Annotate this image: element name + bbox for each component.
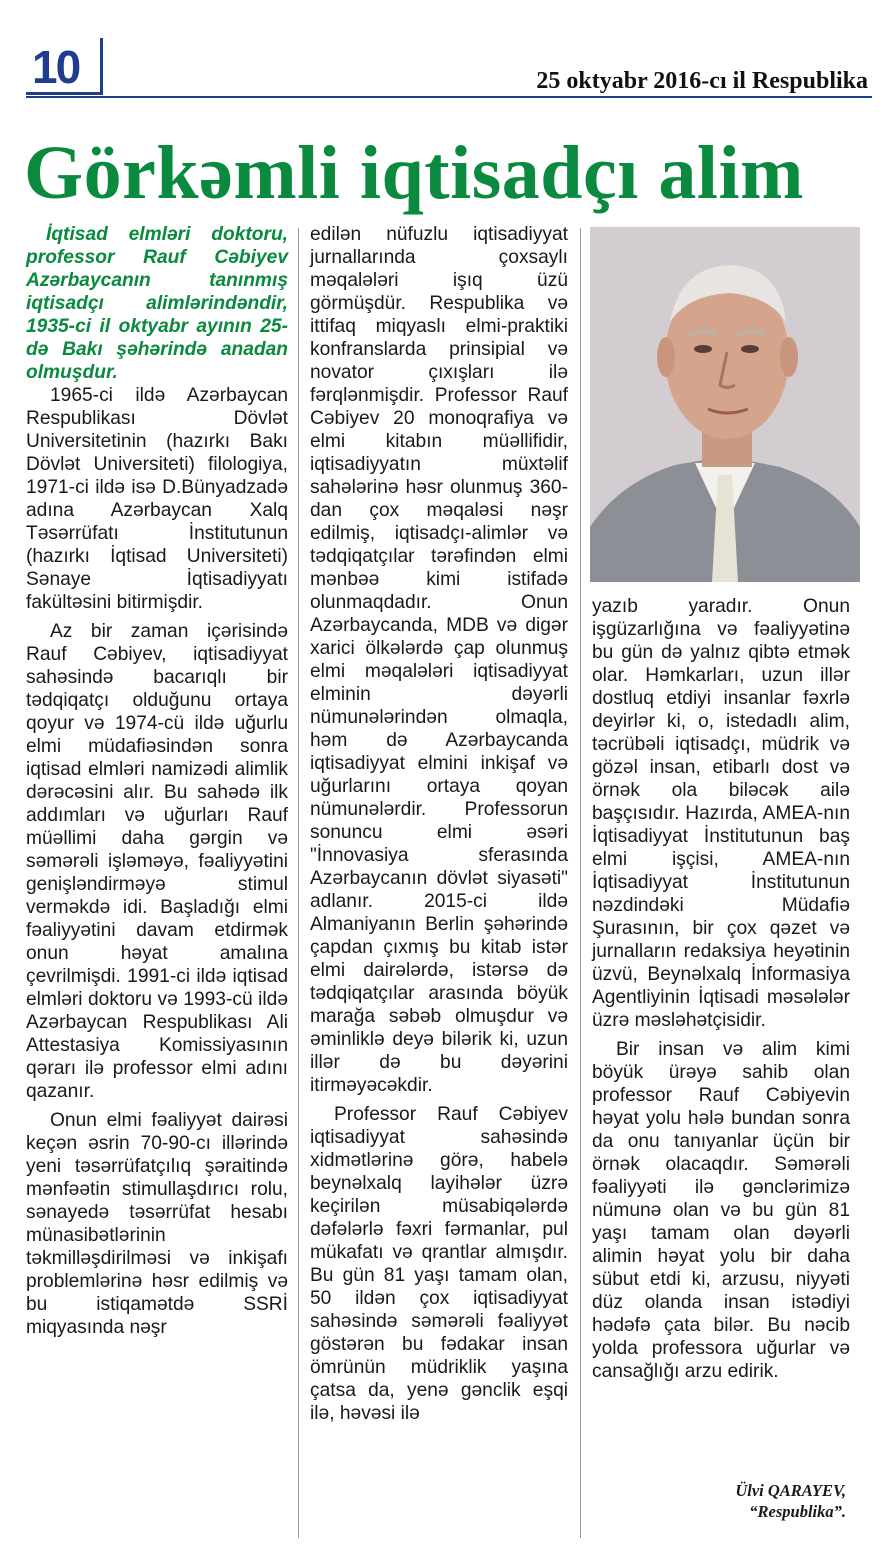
- issue-date-line: 25 oktyabr 2016-cı il Respublika: [536, 68, 868, 94]
- article-column-2: [310, 223, 568, 1425]
- paragraph: Professor Rauf Cəbiyev iqtisadiyyat sahəsində xidmətlərinə görə, habelə beynəlxalq layihələr üzrə keçirilən müsabiqələrdə dəfələrlə fəxri fərmanlar, pul mükafatı və qrantlar almışdır. Bu gün 81 yaşı tamam olan, 50 ildən çox iqtisadiyyat sahəsində səmərəli fəaliyyət göstərən bu fədakar insan ömrünün müdriklik yaşına çatsa da, yenə gənclik eşqi ilə, həvəsi ilə: [310, 1104, 568, 1424]
- paragraph: Az bir zaman içərisində Rauf Cəbiyev, iqtisadiyyat sahəsində bacarıqlı bir tədqiqatçı olduğunu ortaya qoyur və 1974-cü ildə uğurlu elmi müdafiəsindən sonra iqtisad elmləri namizədi alimlik dərəcəsini alır. Bu sahədə ilk addımları və uğurları Rauf müəllimi daha gərgin və səmərəli işləməyə, fəaliyyətini genişləndirməyə stimul verməkdə idi. Başladığı elmi fəaliyyətini davam etdirmək onun həyat amalına çevrilmişdi. 1991-ci ildə iqtisad elmləri doktoru və 1993-cü ildə Azərbaycan Respublikası Ali Attestasiya Komissiyasının qərarı ilə professor elmi adını qazanır.: [26, 621, 288, 1102]
- paragraph: 1965-ci ildə Azərbaycan Respublikası Dövlət Universitetinin (hazırkı Bakı Dövlət Universiteti) filologiya, 1971-ci ildə isə D.Bünyadzadə adına Azərbaycan Xalq Təsərrüfatı İnstitutunun (hazırkı İqtisad Universiteti) Sənaye İqtisadiyyatı fakültəsini bitirmişdir.: [26, 385, 288, 613]
- article-headline: Görkəmli iqtisadçı alim: [24, 131, 804, 215]
- paragraph: yazıb yaradır. Onun işgüzarlığına və fəaliyyətinə bu gün də yalnız qibtə etmək olar. Həmkarları, uzun illər dostluq etdiyi insanlar fəxrlə deyirlər ki, o, istedadlı alim, təcrübəli iqtisadçı, müdrik və gözəl insan, etibarlı dost və örnək ola biləcək ailə başçısıdır. Hazırda, AMEA-nın İqtisadiyyat İnstitutunun baş elmi işçisi, AMEA-nın İqtisadiyyat İnstitutunun nəzdindəki Müdafiə Şurasının, bir çox qəzet və jurnalların redaksiya heyətinin üzvü, Beynəlxalq İnformasiya Agentliyinin İqtisadi məsələlər üzrə məsləhətçisidir.: [592, 596, 850, 1031]
- paragraph: Onun elmi fəaliyyət dairəsi keçən əsrin 70-90-cı illərində yeni təsərrüfatçılıq şəraitində mənfəətin stimullaşdırıcı rolu, sənayedə təsərrüfat hesabı münasibətlərinin təkmilləşdirilməsi və inkişafı problemlərinə həsr edilmiş və bu istiqamətdə SSRİ miqyasında nəşr: [26, 1110, 288, 1338]
- author-name: Ülvi QARAYEV,: [735, 1481, 846, 1500]
- portrait-illustration: [590, 227, 860, 582]
- article-column-3: [592, 595, 850, 1383]
- column-divider: [580, 228, 581, 1538]
- portrait-photo: [590, 227, 860, 582]
- paragraph: edilən nüfuzlu iqtisadiyyat jurnallarında çoxsaylı məqalələri işıq üzü görmüşdür. Respublika və ittifaq miqyaslı elmi-praktiki konfranslarda prinsipial və novator çıxışları ilə fərqlənmişdir. Professor Rauf Cəbiyev 20 monoqrafiya və elmi kitabın müəllifidir, iqtisadiyyatın müxtəlif sahələrinə həsr olunmuş 360-dan çox məqaləsi nəşr edilmiş, iqtisadçı-alimlər və tədqiqatçılar tərəfindən elmi mənbəə kimi istifadə olunmaqdadır. Onun Azərbaycanda, MDB və digər xarici ölkələrdə çap olunmuş elmi məqalələri iqtisadiyyat elminin dəyərli nümunələrindən olmaqla, həm də Azərbaycanda iqtisadiyyat elmini inkişaf və uğurlarını ortaya qoyan nümunələrdir. Professorun sonuncu elmi əsəri "İnnovasiya sferasında Azərbaycanın dövlət siyasəti" adlanır. 2015-ci ildə Almaniyanın Berlin şəhərində çapdan çıxmış bu kitab istər elmi dairələrdə, istərsə də tədqiqatçılar arasında böyük marağa səbəb olmuşdur və əminliklə deyə bilərik ki, uzun illər də bu dəyərini itirməyəcəkdir.: [310, 224, 568, 1096]
- column-divider: [298, 228, 299, 1538]
- publication-name: “Respublika”.: [749, 1502, 846, 1521]
- header-divider: [26, 96, 872, 98]
- article-lead: İqtisad elmləri doktoru, professor Rauf Cəbiyev Azərbaycanın tanınmış iqtisadçı alimlərindəndir, 1935-ci il oktyabr ayının 25-də Bakı şəhərində anadan olmuşdur.: [26, 224, 288, 383]
- article-byline: [735, 1480, 846, 1522]
- article-column-1: [26, 223, 288, 1339]
- page-number: 10: [32, 41, 80, 93]
- paragraph: Bir insan və alim kimi böyük ürəyə sahib olan professor Rauf Cəbiyevin həyat yolu hələ bundan sonra da onu tanıyanlar üçün bir örnək olacaqdır. Səmərəli fəaliyyəti ilə gənclərimizə nümunə olan və bu gün 81 yaşı tamam olan dəyərli alimin həyat yolu bir daha sübut etdi ki, arzusu, niyyəti düz olanda insan istədiyi hədəfə çata bilər. Bu nəcib yolda professora uğurlar və cansağlığı arzu edirik.: [592, 1039, 850, 1382]
